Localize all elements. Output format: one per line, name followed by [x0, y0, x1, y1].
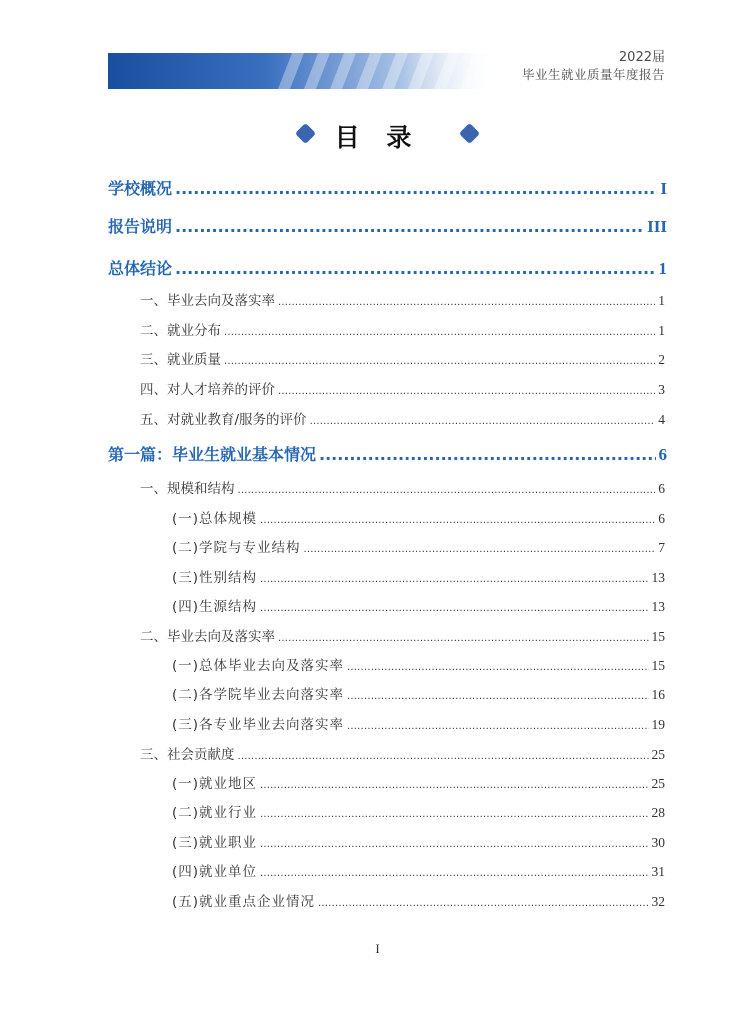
- toc-section-entry[interactable]: [140, 289, 665, 309]
- toc-entry-page: 2: [658, 352, 665, 367]
- toc-leader-dots: [260, 839, 648, 850]
- toc-entry-page: 28: [651, 805, 665, 820]
- toc-chapter-entry[interactable]: [108, 176, 667, 199]
- toc-entry-page: 1: [658, 293, 665, 308]
- toc-leader-dots: [238, 485, 656, 496]
- toc-entry-label: (二)就业行业: [172, 805, 258, 821]
- toc-leader-dots: [319, 445, 655, 464]
- toc-entry-label: (一)就业地区: [172, 776, 258, 792]
- toc-leader-dots: [224, 327, 655, 338]
- toc-entry-page: 32: [651, 894, 665, 909]
- toc-leader-dots: [175, 259, 655, 278]
- report-year: 2022届: [618, 50, 665, 65]
- header-banner-graphic: [108, 53, 500, 89]
- report-header: [522, 49, 665, 84]
- toc-leader-dots: [304, 544, 656, 555]
- toc-leader-dots: [278, 297, 655, 308]
- toc-entry-label: 三、社会贡献度: [140, 747, 235, 763]
- toc-entry-page: 1: [658, 323, 665, 338]
- toc-entry-label: 四、对人才培养的评价: [140, 382, 275, 398]
- toc-entry-page: 31: [651, 864, 665, 879]
- toc-entry-label: (四)生源结构: [172, 599, 258, 615]
- toc-chapter-entry[interactable]: [108, 214, 667, 237]
- toc-leader-dots: [175, 179, 657, 198]
- toc-heading: [0, 118, 755, 152]
- toc-entry-label: 学校概况: [108, 179, 173, 198]
- toc-leader-dots: [260, 868, 648, 879]
- toc-entry-label: 二、就业分布: [140, 323, 221, 339]
- toc-subsection-entry[interactable]: [172, 683, 665, 703]
- toc-entry-label: 报告说明: [108, 217, 173, 236]
- toc-entry-label: (二)学院与专业结构: [172, 540, 301, 556]
- toc-leader-dots: [260, 603, 648, 614]
- toc-chapter-entry[interactable]: [108, 442, 667, 465]
- toc-leader-dots: [260, 515, 655, 526]
- toc-section-entry[interactable]: [140, 477, 665, 497]
- toc-subsection-entry[interactable]: [172, 860, 665, 880]
- toc-entry-page: 4: [658, 412, 665, 427]
- toc-entry-label: (二)各学院毕业去向落实率: [172, 687, 345, 703]
- toc-subsection-entry[interactable]: [172, 536, 665, 556]
- toc-leader-dots: [260, 574, 648, 585]
- toc-leader-dots: [347, 721, 648, 732]
- toc-subsection-entry[interactable]: [172, 831, 665, 851]
- page-number: I: [375, 941, 380, 956]
- toc-entry-page: 3: [658, 382, 665, 397]
- toc-entry-page: 15: [651, 629, 665, 644]
- toc-entry-page: 19: [651, 717, 665, 732]
- toc-entry-label: 第一篇：毕业生就业基本情况: [108, 445, 317, 464]
- toc-entry-label: (四)就业单位: [172, 864, 258, 880]
- toc-entry-page: 13: [651, 570, 665, 585]
- toc-section-entry[interactable]: [140, 378, 665, 398]
- toc-leader-dots: [310, 416, 656, 427]
- toc-entry-label: 一、毕业去向及落实率: [140, 293, 275, 309]
- toc-title: 目 录: [334, 123, 421, 152]
- toc-leader-dots: [347, 662, 648, 673]
- toc-leader-dots: [318, 898, 648, 909]
- toc-section-entry[interactable]: [140, 408, 665, 428]
- toc-leader-dots: [278, 633, 649, 644]
- toc-leader-dots: [260, 780, 648, 791]
- toc-subsection-entry[interactable]: [172, 654, 665, 674]
- report-title: 毕业生就业质量年度报告: [521, 67, 665, 82]
- toc-section-entry[interactable]: [140, 319, 665, 339]
- header-banner: [108, 53, 500, 89]
- toc-entry-page: 7: [658, 540, 665, 555]
- toc-entry-page: 6: [658, 445, 667, 464]
- toc-entry-page: 6: [658, 511, 665, 526]
- toc-section-entry[interactable]: [140, 625, 665, 645]
- toc-chapter-entry[interactable]: [108, 256, 667, 279]
- toc-leader-dots: [347, 691, 648, 702]
- toc-leader-dots: [175, 217, 644, 236]
- toc-entry-label: 三、就业质量: [140, 352, 221, 368]
- toc-entry-page: 30: [651, 835, 665, 850]
- toc-entry-page: 25: [651, 776, 665, 791]
- toc-entry-page: 6: [658, 481, 665, 496]
- toc-entry-label: (一)总体毕业去向及落实率: [172, 658, 345, 674]
- toc-subsection-entry[interactable]: [172, 566, 665, 586]
- toc-subsection-entry[interactable]: [172, 713, 665, 733]
- toc-leader-dots: [238, 751, 649, 762]
- toc-subsection-entry[interactable]: [172, 890, 665, 910]
- toc-entry-label: (三)就业职业: [172, 835, 258, 851]
- toc-entry-label: (一)总体规模: [172, 511, 258, 527]
- toc-subsection-entry[interactable]: [172, 595, 665, 615]
- toc-entry-page: 16: [651, 687, 665, 702]
- toc-subsection-entry[interactable]: [172, 507, 665, 527]
- toc-entry-page: 13: [651, 599, 665, 614]
- toc-section-entry[interactable]: [140, 348, 665, 368]
- toc-entry-page: 15: [651, 658, 665, 673]
- toc-entry-label: 总体结论: [108, 259, 173, 278]
- toc-entry-label: (五)就业重点企业情况: [172, 894, 316, 910]
- toc-section-entry[interactable]: [140, 743, 665, 763]
- toc-entry-label: 一、规模和结构: [140, 481, 235, 497]
- toc-entry-label: 二、毕业去向及落实率: [140, 629, 275, 645]
- toc-entry-label: 五、对就业教育/服务的评价: [140, 412, 307, 428]
- toc-entry-label: (三)各专业毕业去向落实率: [172, 717, 345, 733]
- toc-entry-page: III: [647, 217, 667, 236]
- toc-entry-page: I: [660, 179, 667, 198]
- toc-entry-label: (三)性别结构: [172, 570, 258, 586]
- toc-subsection-entry[interactable]: [172, 772, 665, 792]
- toc-entry-page: 25: [651, 747, 665, 762]
- toc-entry-page: 1: [658, 259, 667, 278]
- toc-leader-dots: [278, 386, 655, 397]
- toc-leader-dots: [224, 356, 655, 367]
- toc-leader-dots: [260, 809, 648, 820]
- toc-subsection-entry[interactable]: [172, 801, 665, 821]
